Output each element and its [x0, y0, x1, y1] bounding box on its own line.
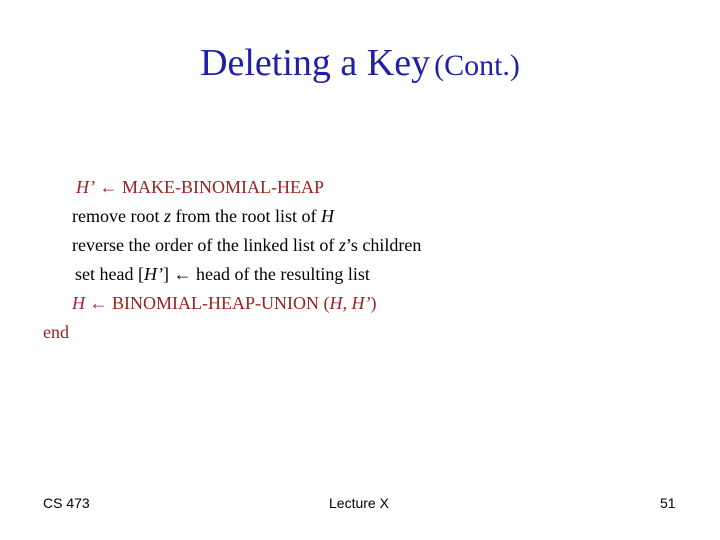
proc-args: H, H’ [329, 293, 371, 313]
pseudocode-end: end [43, 322, 69, 342]
proc-make-binomial-heap: MAKE-BINOMIAL-HEAP [122, 177, 324, 197]
footer-course: CS 473 [43, 495, 90, 511]
footer-page-number: 51 [660, 495, 676, 511]
pseudocode-line-1 [76, 178, 324, 196]
slide-title-sub: (Cont.) [434, 49, 520, 82]
slide-title-main: Deleting a Key [200, 42, 431, 84]
var-z: z [338, 235, 346, 255]
pseudocode-line-3 [72, 236, 421, 254]
pseudocode-line-4 [75, 265, 370, 283]
var-h: H [320, 206, 334, 226]
close-paren: ) [370, 293, 377, 313]
line4-text-1: set head [ [75, 264, 144, 284]
footer-lecture: Lecture X [329, 495, 389, 511]
var-h-prime: H’ [143, 264, 163, 284]
proc-binomial-heap-union: BINOMIAL-HEAP-UNION ( [112, 293, 330, 313]
var-h: H [72, 293, 85, 313]
line2-text-1: remove root [72, 206, 164, 226]
var-h-prime: H’ [76, 177, 95, 197]
pseudocode-line-5 [72, 294, 376, 312]
line3-text-2: ’s children [345, 235, 422, 255]
line4-text-2: ] ← head of the resulting list [162, 264, 370, 284]
line2-text-2: from the root list of [170, 206, 321, 226]
line3-text-1: reverse the order of the linked list of [72, 235, 339, 255]
slide-title [0, 44, 720, 82]
assign-arrow: ← [95, 177, 122, 197]
assign-arrow: ← [85, 293, 112, 313]
var-z: z [163, 206, 171, 226]
pseudocode-line-2 [72, 207, 334, 225]
